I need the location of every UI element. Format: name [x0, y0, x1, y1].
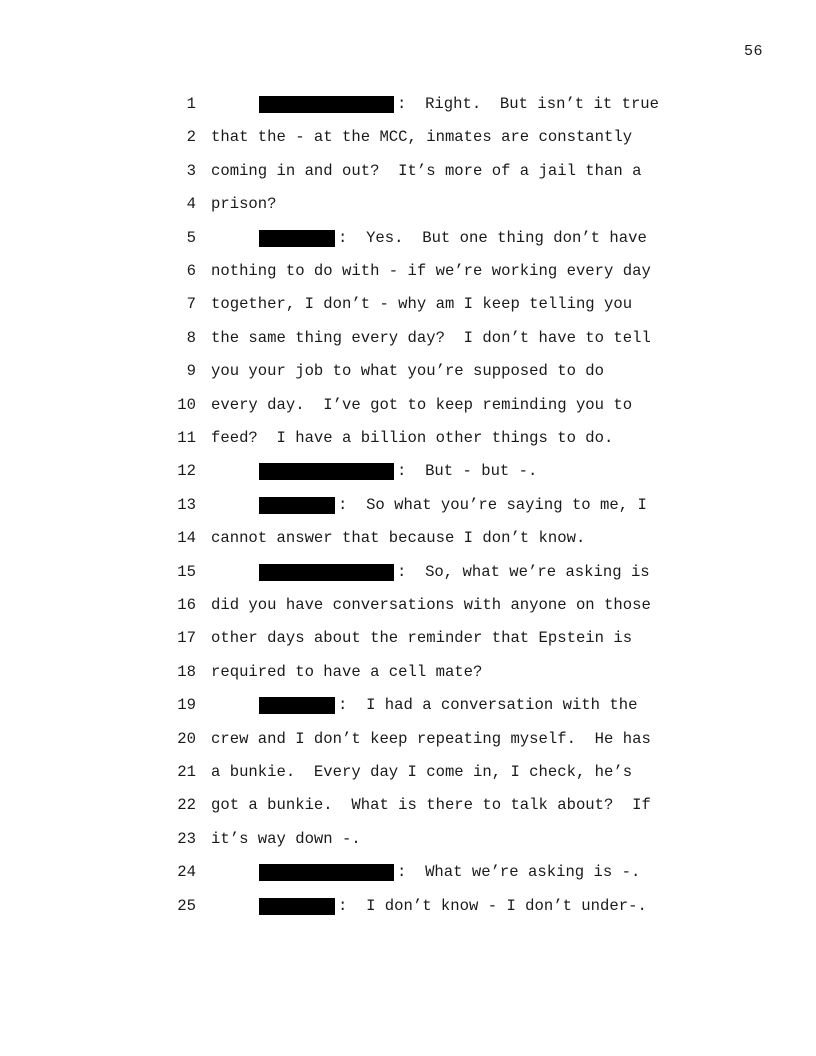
line-number: 23 [177, 829, 196, 848]
line-text: : I had a conversation with the [338, 696, 638, 715]
transcript-line [0, 894, 816, 918]
line-text: : Yes. But one thing don’t have [338, 228, 647, 247]
redacted-speaker-name [259, 497, 335, 514]
line-number: 25 [177, 896, 196, 915]
line-text: a bunkie. Every day I come in, I check, he’s [211, 763, 633, 781]
transcript-line [0, 226, 816, 250]
line-text: the same thing every day? I don’t have to tell [211, 328, 651, 347]
line-text: other days about the reminder that Epstein is [211, 629, 633, 648]
line-number: 16 [177, 596, 196, 614]
line-number: 13 [177, 495, 196, 514]
line-text: cannot answer that because I don’t know. [211, 529, 586, 548]
line-text: did you have conversations with anyone on those [211, 596, 651, 614]
speaker-turn [259, 493, 647, 517]
speaker-turn [259, 459, 537, 483]
transcript-line [0, 693, 816, 717]
redacted-speaker-name [259, 864, 394, 881]
speaker-turn [259, 693, 637, 717]
line-number: 19 [177, 696, 196, 715]
line-number: 1 [186, 95, 196, 113]
transcript-line [0, 125, 816, 149]
transcript-line [0, 860, 816, 884]
line-number: 14 [177, 529, 196, 548]
transcript-line [0, 393, 816, 417]
redacted-speaker-name [259, 230, 335, 247]
line-number: 24 [177, 863, 196, 882]
transcript-line [0, 493, 816, 517]
speaker-turn [259, 92, 659, 116]
line-text: feed? I have a billion other things to do. [211, 429, 614, 447]
speaker-turn [259, 226, 647, 250]
transcript-line [0, 92, 816, 116]
line-text: required to have a cell mate? [211, 662, 483, 681]
line-number: 2 [186, 128, 196, 147]
line-text: together, I don’t - why am I keep telling you [211, 295, 633, 314]
line-number: 11 [177, 429, 196, 447]
line-number: 3 [186, 161, 196, 180]
line-text: : So what you’re saying to me, I [338, 495, 647, 514]
transcript-line [0, 660, 816, 684]
line-number: 7 [186, 295, 196, 314]
transcript-line [0, 793, 816, 817]
line-number: 18 [177, 662, 196, 681]
redacted-speaker-name [259, 898, 335, 915]
line-number: 17 [177, 629, 196, 648]
line-text: crew and I don’t keep repeating myself. He has [211, 729, 651, 748]
line-number: 9 [186, 362, 196, 381]
redacted-speaker-name [259, 697, 335, 714]
redacted-speaker-name [259, 463, 394, 480]
transcript-line [0, 259, 816, 283]
speaker-turn [259, 894, 647, 918]
transcript-line [0, 560, 816, 584]
redacted-speaker-name [259, 96, 394, 113]
line-text: : I don’t know - I don’t under-. [338, 896, 647, 915]
transcript-line [0, 192, 816, 216]
transcript-line [0, 626, 816, 650]
transcript-line [0, 827, 816, 851]
line-text: that the - at the MCC, inmates are constantly [211, 128, 633, 147]
line-text: got a bunkie. What is there to talk about? If [211, 796, 651, 815]
line-number: 12 [177, 462, 196, 481]
transcript-line [0, 727, 816, 751]
line-text: : But - but -. [397, 462, 538, 481]
transcript-line [0, 292, 816, 316]
line-text: every day. I’ve got to keep reminding you to [211, 395, 633, 414]
line-number: 10 [177, 395, 196, 414]
transcript-line [0, 459, 816, 483]
transcript-line [0, 426, 816, 450]
transcript-line [0, 359, 816, 383]
line-text: : What we’re asking is -. [397, 863, 641, 882]
speaker-turn [259, 560, 650, 584]
line-number: 4 [186, 195, 196, 214]
line-text: coming in and out? It’s more of a jail than a [211, 161, 642, 180]
transcript-line [0, 593, 816, 617]
transcript-line [0, 526, 816, 550]
speaker-turn [259, 860, 640, 884]
line-text: : So, what we’re asking is [397, 562, 650, 581]
line-number: 6 [186, 262, 196, 280]
transcript-line [0, 326, 816, 350]
redacted-speaker-name [259, 564, 394, 581]
line-number: 8 [186, 328, 196, 347]
line-number: 21 [177, 763, 196, 781]
line-text: prison? [211, 195, 277, 214]
line-text: nothing to do with - if we’re working every day [211, 262, 651, 280]
line-number: 20 [177, 729, 196, 748]
line-text: you your job to what you’re supposed to do [211, 362, 605, 381]
page-number: 56 [743, 43, 763, 60]
transcript-line [0, 760, 816, 784]
line-number: 5 [186, 228, 196, 247]
line-number: 15 [177, 562, 196, 581]
line-text: : Right. But isn’t it true [397, 95, 660, 113]
line-number: 22 [177, 796, 196, 815]
transcript-line [0, 159, 816, 183]
line-text: it’s way down -. [211, 829, 361, 848]
